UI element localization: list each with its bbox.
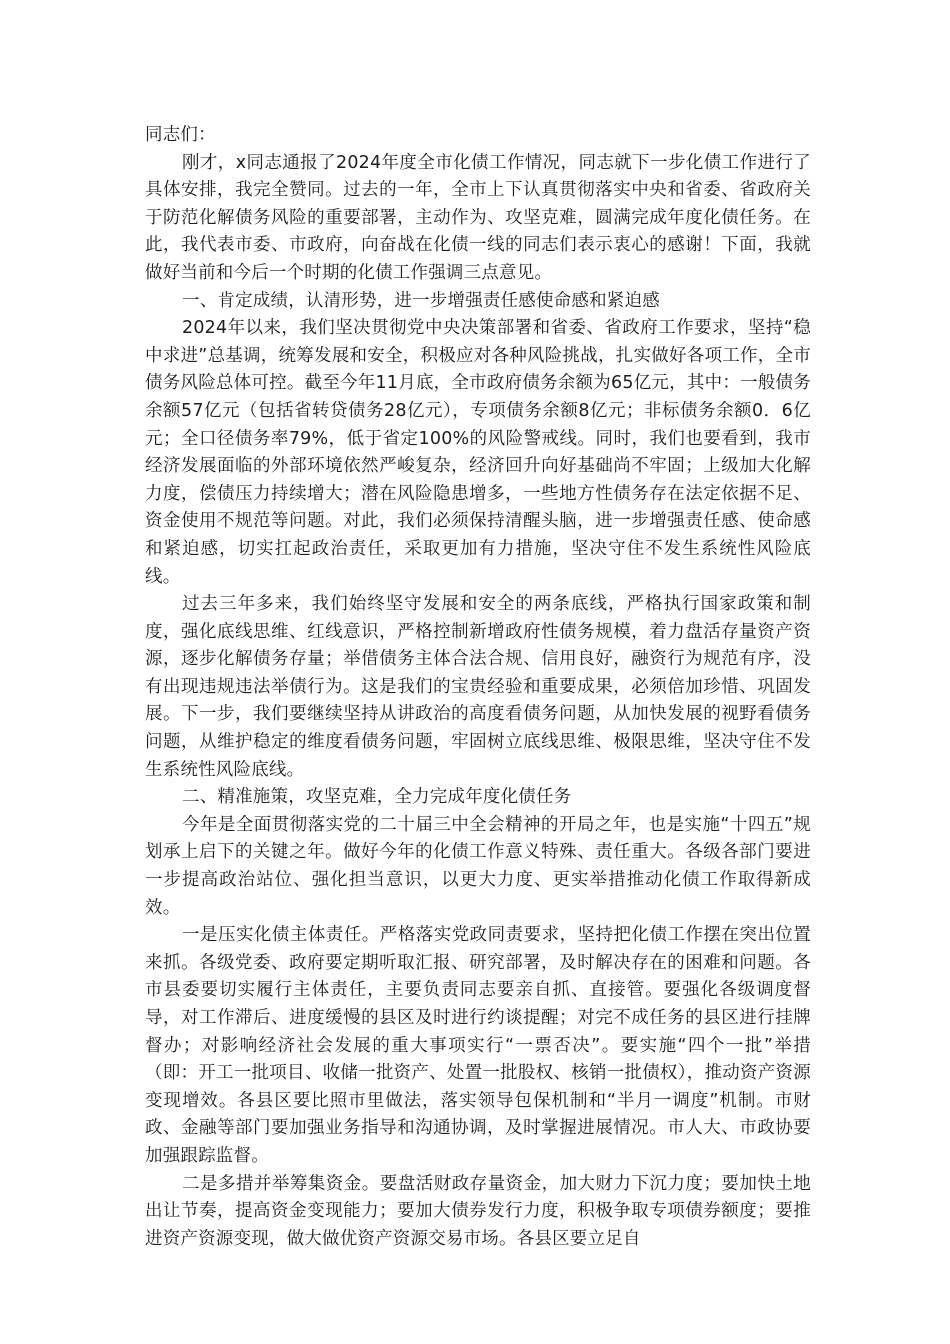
salutation: 同志们： xyxy=(145,125,216,145)
body-paragraph: 二是多措并举筹集资金。要盘活财政存量资金，加大财力下沉力度；要加快土地出让节奏，提高资金变现能力；要加大债券发行力度，积极争取专项债券额度；要推进资产资源变现，做大做优资产资源交易市场。各县区要立足自 xyxy=(145,1173,811,1249)
body-paragraph: 今年是全面贯彻落实党的二十届三中全会精神的开局之年，也是实施“十四五”规划承上启下的关键之年。做好今年的化债工作意义特殊、责任重大。各级各部门要进一步提高政治站位、强化担当意识，以更大力度、更实举措推动化债工作取得新成效。 xyxy=(145,814,811,918)
body-paragraph: 2024年以来，我们坚决贯彻党中央决策部署和省委、省政府工作要求，坚持“稳中求进”总基调，统筹发展和安全，积极应对各种风险挑战，扎实做好各项工作，全市债务风险总体可控。截至今年11月底，全市政府债务余额为65亿元，其中：一般债务余额57亿元（包括省转贷债务28亿元），专项债务余额8亿元；非标债务余额0．6亿元；全口径债务率79%，低于省定100%的风险警戒线。同时，我们也要看到，我市经济发展面临的外部环境依然严峻复杂，经济回升向好基础尚不牢固；上级加大化解力度，偿债压力持续增大；潜在风险隐患增多，一些地方性债务存在法定依据不足、资金使用不规范等问题。对此，我们必须保持清醒头脑，进一步增强责任感、使命感和紧迫感，切实扛起政治责任，采取更加有力措施，坚决守住不发生系统性风险底线。 xyxy=(145,318,811,587)
document-body xyxy=(145,122,811,1253)
body-paragraph: 过去三年多来，我们始终坚守发展和安全的两条底线，严格执行国家政策和制度，强化底线思维、红线意识，严格控制新增政府性债务规模，着力盘活存量资产资源，逐步化解债务存量；举借债务主体合法合规、信用良好，融资行为规范有序，没有出现违规违法举债行为。这是我们的宝贵经验和重要成果，必须倍加珍惜、巩固发展。下一步，我们要继续坚持从讲政治的高度看债务问题，从加快发展的视野看债务问题，从维护稳定的维度看债务问题，牢固树立底线思维、极限思维，坚决守住不发生系统性风险底线。 xyxy=(145,594,811,780)
section-heading-2: 二、精准施策，攻坚克难，全力完成年度化债任务 xyxy=(182,787,572,808)
section-heading-1: 一、肯定成绩，认清形势，进一步增强责任感使命感和紧迫感 xyxy=(182,290,660,311)
body-paragraph: 一是压实化债主体责任。严格落实党政同责要求，坚持把化债工作摆在突出位置来抓。各级党委、政府要定期听取汇报、研究部署，及时解决存在的困难和问题。各市县委要切实履行主体责任，主要负责同志要亲自抓、直接管。要强化各级调度督导，对工作滞后、进度缓慢的县区及时进行约谈提醒；对完不成任务的县区进行挂牌督办；对影响经济社会发展的重大事项实行“一票否决”。要实施“四个一批”举措（即：开工一批项目、收储一批资产、处置一批股权、核销一批债权），推动资产资源变现增效。各县区要比照市里做法，落实领导包保机制和“半月一调度”机制。市财政、金融等部门要加强业务指导和沟通协调，及时掌握进展情况。市人大、市政协要加强跟踪监督。 xyxy=(145,925,811,1166)
intro-paragraph: 刚才，x同志通报了2024年度全市化债工作情况，同志就下一步化债工作进行了具体安排，我完全赞同。过去的一年，全市上下认真贯彻落实中央和省委、省政府关于防范化解债务风险的重要部署，主动作为、攻坚克难，圆满完成年度化债任务。在此，我代表市委、市政府，向奋战在化债一线的同志们表示衷心的感谢！下面，我就做好当前和今后一个时期的化债工作强调三点意见。 xyxy=(145,152,811,283)
